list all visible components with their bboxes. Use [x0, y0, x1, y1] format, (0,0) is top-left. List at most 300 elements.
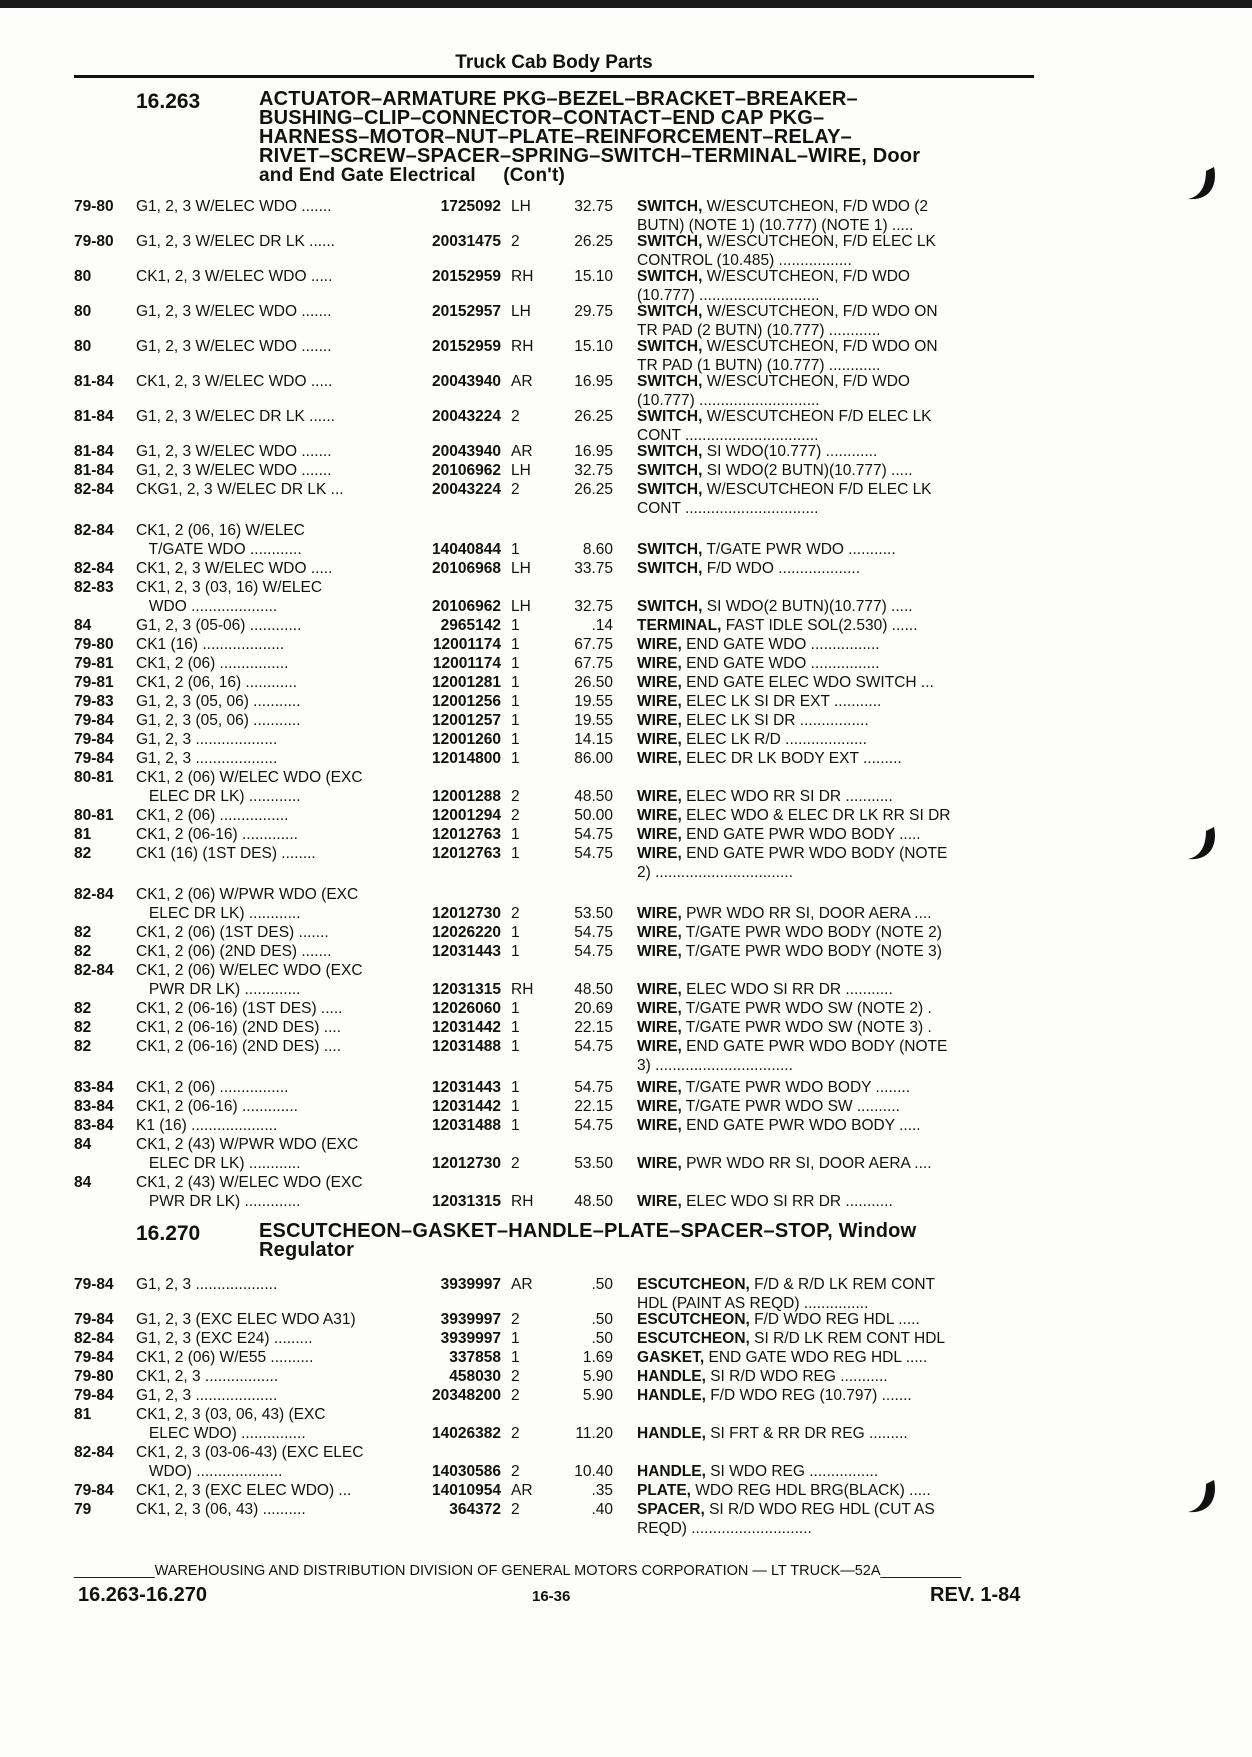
part-number: 12001260	[432, 731, 501, 748]
application-line: ELEC DR LK) ............	[136, 788, 301, 805]
part-number: 3939997	[440, 1276, 501, 1293]
price: 54.75	[574, 845, 613, 862]
application-line: G1, 2, 3 ...................	[136, 1276, 278, 1293]
section-title-line: ACTUATOR–ARMATURE PKG–BEZEL–BRACKET–BREAKER–	[259, 88, 858, 110]
description-line	[637, 480, 980, 499]
item-detail: W/ESCUTCHEON, F/D WDO	[702, 268, 910, 285]
description	[613, 1500, 980, 1538]
description	[613, 540, 980, 559]
year-range: 80-81	[74, 769, 114, 786]
description	[613, 1116, 980, 1135]
description	[613, 1367, 980, 1386]
description	[613, 999, 980, 1018]
application-line: PWR DR LK) .............	[136, 981, 301, 998]
part-number: 2965142	[440, 617, 501, 634]
description-line	[637, 540, 980, 559]
part-number: 14040844	[432, 541, 501, 558]
quantity: 1	[511, 845, 520, 862]
item-label: SWITCH,	[637, 303, 703, 320]
item-detail: ELEC WDO RR SI DR ...........	[681, 788, 893, 805]
item-detail: ELEC LK R/D ...................	[681, 731, 867, 748]
part-number: 20152957	[432, 303, 501, 320]
item-detail: END GATE WDO ................	[681, 655, 880, 672]
table-row	[74, 806, 1040, 825]
item-label: WIRE,	[637, 636, 682, 653]
part-number: 12001257	[432, 712, 501, 729]
item-label: WIRE,	[637, 1193, 682, 1210]
part-number: 12014800	[432, 750, 501, 767]
description-line	[637, 267, 980, 286]
description-line	[637, 825, 980, 844]
description	[613, 1078, 980, 1097]
year-range: 82-84	[74, 1444, 114, 1461]
item-detail: T/GATE PWR WDO BODY (NOTE 2)	[681, 924, 942, 941]
part-number: 20043224	[432, 481, 501, 498]
application	[136, 749, 400, 768]
application	[136, 654, 400, 673]
description	[613, 302, 980, 340]
application-line: G1, 2, 3 W/ELEC WDO .......	[136, 198, 332, 215]
description	[613, 1348, 980, 1367]
quantity: AR	[511, 1276, 533, 1293]
item-label: WIRE,	[637, 981, 682, 998]
price: .50	[591, 1276, 613, 1293]
application-line: G1, 2, 3 ...................	[136, 750, 278, 767]
item-label: WIRE,	[637, 807, 682, 824]
item-label: WIRE,	[637, 693, 682, 710]
description	[613, 597, 980, 616]
part-number: 12001174	[432, 655, 501, 672]
year-range: 79-84	[74, 712, 114, 729]
section-title-line: Regulator	[259, 1239, 355, 1261]
description-line	[637, 999, 980, 1018]
price: 54.75	[574, 1117, 613, 1134]
application	[136, 1481, 400, 1500]
item-label: SWITCH,	[637, 233, 703, 250]
application-line: CK1, 2 (06-16) (2ND DES) ....	[136, 1038, 342, 1055]
price: 48.50	[574, 1193, 613, 1210]
item-detail: END GATE PWR WDO BODY .....	[681, 826, 921, 843]
application-line: PWR DR LK) .............	[136, 1193, 301, 1210]
table-row	[74, 616, 1040, 635]
item-label: SWITCH,	[637, 338, 703, 355]
description	[613, 844, 980, 882]
item-detail: PWR WDO RR SI, DOOR AERA ....	[681, 1155, 932, 1172]
application	[136, 1173, 400, 1211]
item-label: WIRE,	[637, 731, 682, 748]
quantity: 1	[511, 712, 520, 729]
price: 54.75	[574, 1038, 613, 1055]
item-detail: F/D WDO REG HDL .....	[749, 1311, 920, 1328]
description	[613, 730, 980, 749]
item-detail: T/GATE PWR WDO SW (NOTE 3) .	[681, 1019, 932, 1036]
description	[613, 1386, 980, 1405]
application	[136, 923, 400, 942]
application-line: ELEC WDO) ...............	[136, 1425, 306, 1442]
description	[613, 1037, 980, 1075]
year-range: 79-84	[74, 1276, 114, 1293]
item-label: SWITCH,	[637, 598, 703, 615]
item-label: HANDLE,	[637, 1463, 706, 1480]
description	[613, 1481, 980, 1500]
quantity: 1	[511, 541, 520, 558]
quantity: LH	[511, 598, 531, 615]
description	[613, 480, 980, 518]
quantity: 2	[511, 1387, 520, 1404]
part-number: 12001256	[432, 693, 501, 710]
binder-hook-icon	[1184, 825, 1220, 865]
description-line	[637, 1116, 980, 1135]
part-number: 12031488	[432, 1038, 501, 1055]
table-row	[74, 302, 1040, 340]
application-line: T/GATE WDO ............	[136, 541, 302, 558]
year-range: 82-84	[74, 962, 114, 979]
section-number: 16.263	[136, 90, 201, 113]
item-label: WIRE,	[637, 943, 682, 960]
price: 26.25	[574, 233, 613, 250]
description-line	[637, 442, 980, 461]
year-range: 82-84	[74, 886, 114, 903]
item-detail: T/GATE PWR WDO SW (NOTE 2) .	[681, 1000, 932, 1017]
application-line: CK1, 2, 3 W/ELEC WDO .....	[136, 268, 333, 285]
year-range: 84	[74, 1136, 92, 1153]
item-detail: END GATE WDO ................	[681, 636, 880, 653]
part-number: 20152959	[432, 268, 501, 285]
description	[613, 1154, 980, 1173]
quantity: LH	[511, 198, 531, 215]
item-detail: F/D & R/D LK REM CONT	[749, 1276, 935, 1293]
quantity: 1	[511, 924, 520, 941]
item-label: HANDLE,	[637, 1425, 706, 1442]
price: 5.90	[582, 1368, 613, 1385]
part-number: 3939997	[440, 1311, 501, 1328]
description-line	[637, 372, 980, 391]
quantity: 2	[511, 1155, 520, 1172]
description-line	[637, 197, 980, 216]
year-range: 80-81	[74, 807, 114, 824]
description	[613, 197, 980, 235]
description	[613, 654, 980, 673]
year-range: 81	[74, 1406, 92, 1423]
description	[613, 1018, 980, 1037]
item-detail: W/ESCUTCHEON, F/D WDO	[702, 373, 910, 390]
price: 54.75	[574, 943, 613, 960]
part-number: 20106962	[432, 462, 501, 479]
application-line: CK1, 2, 3 (EXC ELEC WDO) ...	[136, 1482, 352, 1499]
price: 10.40	[574, 1463, 613, 1480]
table-row	[74, 1275, 1040, 1313]
application-line: G1, 2, 3 (05, 06) ...........	[136, 693, 301, 710]
application-line: WDO ....................	[136, 598, 278, 615]
table-row	[74, 768, 1040, 806]
part-number: 20348200	[432, 1387, 501, 1404]
table-row	[74, 923, 1040, 942]
item-detail: 2) ................................	[637, 864, 793, 881]
table-row	[74, 578, 1040, 616]
description-line	[637, 749, 980, 768]
part-number: 12026060	[432, 1000, 501, 1017]
application	[136, 578, 400, 616]
part-number: 12031315	[432, 981, 501, 998]
item-label: SWITCH,	[637, 268, 703, 285]
table-row	[74, 232, 1040, 270]
quantity: 1	[511, 1079, 520, 1096]
price: 22.15	[574, 1098, 613, 1115]
year-range: 82	[74, 845, 92, 862]
application	[136, 768, 400, 806]
application	[136, 1405, 400, 1443]
year-range: 82	[74, 943, 92, 960]
item-detail: ELEC WDO & ELEC DR LK RR SI DR	[681, 807, 951, 824]
quantity: LH	[511, 560, 531, 577]
description-line	[637, 499, 980, 518]
year-range: 79-84	[74, 1311, 114, 1328]
description-line	[637, 1310, 980, 1329]
parts-table-16-263	[74, 197, 1040, 1211]
description-line	[637, 1519, 980, 1538]
table-row	[74, 635, 1040, 654]
item-detail: F/D WDO REG (10.797) .......	[705, 1387, 912, 1404]
part-number: 12001281	[432, 674, 501, 691]
application-line: G1, 2, 3 W/ELEC DR LK ......	[136, 233, 335, 250]
description	[613, 1275, 980, 1313]
application	[136, 961, 400, 999]
application	[136, 999, 400, 1018]
item-label: HANDLE,	[637, 1368, 706, 1385]
application	[136, 730, 400, 749]
year-range: 80	[74, 268, 92, 285]
description-line	[637, 730, 980, 749]
application-line: CK1, 2, 3 (03-06-43) (EXC ELEC	[136, 1444, 364, 1461]
quantity: 1	[511, 1330, 520, 1347]
item-label: SWITCH,	[637, 373, 703, 390]
year-range: 79-81	[74, 674, 114, 691]
quantity: 1	[511, 731, 520, 748]
part-number: 12031488	[432, 1117, 501, 1134]
description-line	[637, 337, 980, 356]
quantity: 1	[511, 655, 520, 672]
price: 16.95	[574, 443, 613, 460]
application-line: G1, 2, 3 (05, 06) ...........	[136, 712, 301, 729]
quantity: 1	[511, 1000, 520, 1017]
application	[136, 232, 400, 270]
application	[136, 1443, 400, 1481]
description	[613, 923, 980, 942]
item-detail: ELEC DR LK BODY EXT .........	[681, 750, 902, 767]
item-label: SWITCH,	[637, 541, 703, 558]
description	[613, 1424, 980, 1443]
description-line	[637, 863, 980, 882]
price: 11.20	[575, 1425, 613, 1442]
part-number: 20152959	[432, 338, 501, 355]
table-row	[74, 1078, 1040, 1097]
quantity: LH	[511, 462, 531, 479]
table-row	[74, 1405, 1040, 1443]
quantity: RH	[511, 338, 534, 355]
item-detail: END GATE WDO REG HDL .....	[704, 1349, 928, 1366]
item-detail: END GATE PWR WDO BODY (NOTE	[681, 845, 948, 862]
application-line: ELEC DR LK) ............	[136, 905, 301, 922]
item-label: WIRE,	[637, 1000, 682, 1017]
description-line	[637, 1078, 980, 1097]
year-range: 82	[74, 924, 92, 941]
description-line	[637, 1275, 980, 1294]
item-detail: T/GATE PWR WDO BODY ........	[681, 1079, 910, 1096]
item-label: WIRE,	[637, 1038, 682, 1055]
quantity: RH	[511, 1193, 534, 1210]
item-label: WIRE,	[637, 845, 682, 862]
application-line: CK1, 2 (43) W/PWR WDO (EXC	[136, 1136, 359, 1153]
year-range: 82-84	[74, 560, 114, 577]
description	[613, 806, 980, 825]
description-line	[637, 1018, 980, 1037]
description-line	[637, 1462, 980, 1481]
description-line	[637, 1037, 980, 1056]
item-detail: ELEC WDO SI RR DR ...........	[681, 981, 893, 998]
item-detail: WDO REG HDL BRG(BLACK) .....	[690, 1482, 931, 1499]
description-line	[637, 673, 980, 692]
application-line: G1, 2, 3 W/ELEC DR LK ......	[136, 408, 335, 425]
description	[613, 461, 980, 480]
application-line: G1, 2, 3 W/ELEC WDO .......	[136, 462, 332, 479]
table-row	[74, 267, 1040, 305]
section-title	[259, 90, 1019, 185]
table-row	[74, 1135, 1040, 1173]
price: 26.25	[574, 408, 613, 425]
quantity: 2	[511, 788, 520, 805]
item-detail: W/ESCUTCHEON, F/D WDO ON	[702, 303, 938, 320]
application	[136, 673, 400, 692]
part-number: 12031315	[432, 1193, 501, 1210]
application	[136, 197, 400, 235]
application	[136, 844, 400, 882]
item-label: WIRE,	[637, 924, 682, 941]
price: 26.25	[574, 481, 613, 498]
section-number: 16.270	[136, 1222, 201, 1245]
table-row	[74, 337, 1040, 375]
item-detail: END GATE PWR WDO BODY .....	[681, 1117, 921, 1134]
table-row	[74, 711, 1040, 730]
item-detail: END GATE ELEC WDO SWITCH ...	[681, 674, 934, 691]
year-range: 79-84	[74, 731, 114, 748]
item-label: WIRE,	[637, 712, 682, 729]
quantity: 2	[511, 905, 520, 922]
description-line	[637, 635, 980, 654]
quantity: 1	[511, 674, 520, 691]
description	[613, 559, 980, 578]
table-row	[74, 1329, 1040, 1348]
description-line	[637, 1424, 980, 1443]
quantity: 1	[511, 750, 520, 767]
application-line: CK1, 2 (06) ................	[136, 1079, 289, 1096]
price: 54.75	[574, 1079, 613, 1096]
item-detail: W/ESCUTCHEON, F/D WDO (2	[702, 198, 929, 215]
price: 8.60	[582, 541, 613, 558]
description	[613, 1310, 980, 1329]
application	[136, 1348, 400, 1367]
price: 19.55	[574, 693, 613, 710]
application-line: CK1, 2 (06-16) .............	[136, 1098, 298, 1115]
application	[136, 302, 400, 340]
section-title-line: BUSHING–CLIP–CONNECTOR–CONTACT–END CAP PKG–	[259, 107, 825, 129]
item-detail: BUTN) (NOTE 1) (10.777) (NOTE 1) .....	[637, 217, 914, 234]
application-line: CK1, 2 (43) W/ELEC WDO (EXC	[136, 1174, 363, 1191]
year-range: 82	[74, 1019, 92, 1036]
item-detail: END GATE PWR WDO BODY (NOTE	[681, 1038, 948, 1055]
part-number: 12012730	[432, 905, 501, 922]
year-range: 81-84	[74, 462, 114, 479]
price: 16.95	[574, 373, 613, 390]
table-row	[74, 521, 1040, 559]
description	[613, 442, 980, 461]
item-label: HANDLE,	[637, 1387, 706, 1404]
item-label: WIRE,	[637, 1079, 682, 1096]
quantity: RH	[511, 268, 534, 285]
part-number: 12026220	[432, 924, 501, 941]
quantity: 2	[511, 233, 520, 250]
price: 32.75	[574, 462, 613, 479]
table-row	[74, 825, 1040, 844]
application	[136, 1329, 400, 1348]
item-detail: F/D WDO ...................	[702, 560, 861, 577]
application	[136, 1275, 400, 1313]
application-line: CK1, 2 (06) W/ELEC WDO (EXC	[136, 769, 363, 786]
quantity: 2	[511, 807, 520, 824]
footer-division-line: __________WAREHOUSING AND DISTRIBUTION DIVISION OF GENERAL MOTORS CORPORATION — LT TRUCK—52A__________	[74, 1563, 962, 1579]
application-line: CK1, 2, 3 W/ELEC WDO .....	[136, 373, 333, 390]
year-range: 79-80	[74, 233, 114, 250]
application	[136, 825, 400, 844]
price: 22.15	[574, 1019, 613, 1036]
description	[613, 267, 980, 305]
part-number: 1725092	[440, 198, 501, 215]
application	[136, 692, 400, 711]
table-row	[74, 1097, 1040, 1116]
description	[613, 692, 980, 711]
section-title-line: RIVET–SCREW–SPACER–SPRING–SWITCH–TERMINAL–WIRE, Door	[259, 145, 921, 167]
quantity: 1	[511, 826, 520, 843]
part-number: 14030586	[432, 1463, 501, 1480]
quantity: 1	[511, 693, 520, 710]
description-line	[637, 1500, 980, 1519]
application-line: CK1, 2 (06-16) .............	[136, 826, 298, 843]
application-line: WDO) ....................	[136, 1463, 283, 1480]
application-line: ELEC DR LK) ............	[136, 1155, 301, 1172]
year-range: 80	[74, 303, 92, 320]
description-line	[637, 1329, 980, 1348]
item-label: WIRE,	[637, 905, 682, 922]
part-number: 12001288	[432, 788, 501, 805]
description-line	[637, 942, 980, 961]
item-detail: (10.777) ............................	[637, 392, 820, 409]
table-row	[74, 844, 1040, 882]
quantity: 1	[511, 1019, 520, 1036]
application-line: G1, 2, 3 (EXC E24) .........	[136, 1330, 313, 1347]
description-line	[637, 1481, 980, 1500]
application	[136, 372, 400, 410]
price: 5.90	[582, 1387, 613, 1404]
item-detail: TR PAD (1 BUTN) (10.777) ............	[637, 357, 881, 374]
application	[136, 442, 400, 461]
application-line: G1, 2, 3 W/ELEC WDO .......	[136, 338, 332, 355]
description	[613, 904, 980, 923]
parts-table-16-270	[74, 1275, 1040, 1535]
table-row	[74, 461, 1040, 480]
table-row	[74, 730, 1040, 749]
item-label: WIRE,	[637, 750, 682, 767]
part-number: 12001174	[432, 636, 501, 653]
description-line	[637, 1367, 980, 1386]
